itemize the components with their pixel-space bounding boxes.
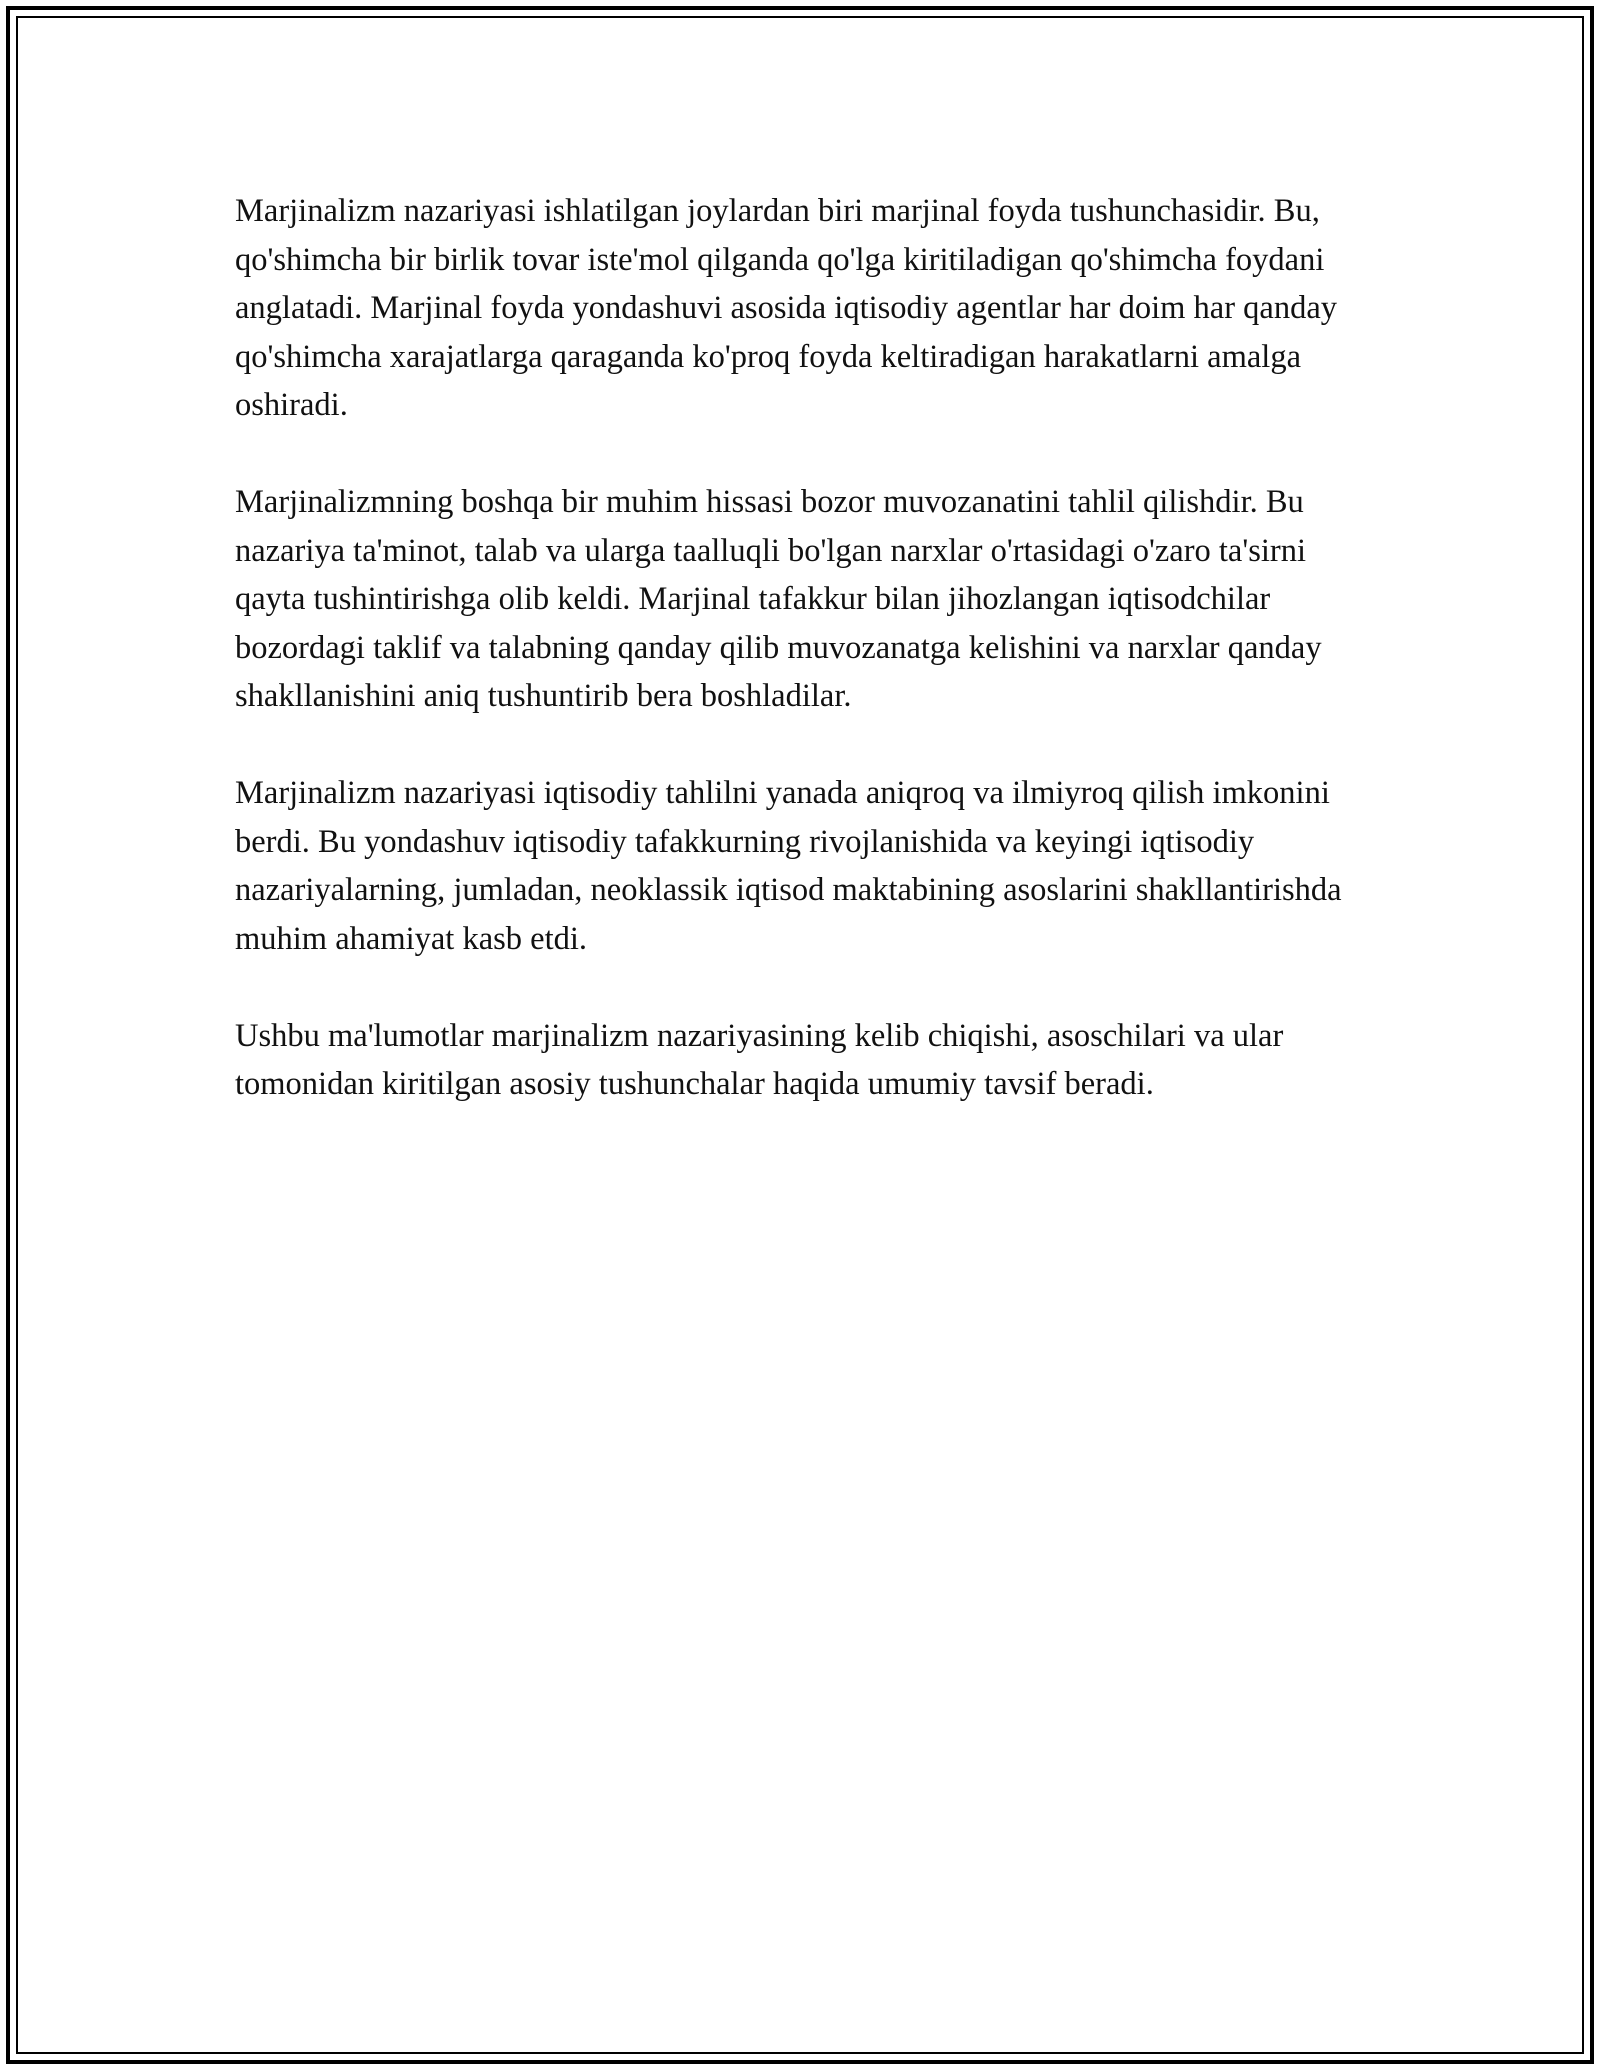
document-body xyxy=(235,187,1380,1109)
paragraph-4: Ushbu ma'lumotlar marjinalizm nazariyasining kelib chiqishi, asoschilari va ular tomonidan kiritilgan asosiy tushunchalar haqida umumiy tavsif beradi. xyxy=(235,1017,1284,1102)
paragraph-2: Marjinalizmning boshqa bir muhim hissasi bozor muvozanatini tahlil qilishdir. Bu nazariya ta'minot, talab va ularga taalluqli bo'lgan narxlar o'rtasidagi o'zaro ta'sirni qayta tushintirishga olib keldi. Marjinal tafakkur bilan jihozlangan iqtisodchilar bozordagi taklif va talabning qanday qilib muvozanatga kelishini va narxlar qanday shakllanishini aniq tushuntirib bera boshladilar. xyxy=(235,484,1322,714)
paragraph-3: Marjinalizm nazariyasi iqtisodiy tahlilni yanada aniqroq va ilmiyroq qilish imkonini berdi. Bu yondashuv iqtisodiy tafakkurning rivojlanishida va keyingi iqtisodiy nazariyalarning, jumladan, neoklassik iqtisod maktabining asoslarini shakllantirishda muhim ahamiyat kasb etdi. xyxy=(235,775,1342,957)
paragraph-1: Marjinalizm nazariyasi ishlatilgan joylardan biri marjinal foyda tushunchasidir. Bu, qo'shimcha bir birlik tovar iste'mol qilganda qo'lga kiritiladigan qo'shimcha foydani anglatadi. Marjinal foyda yondashuvi asosida iqtisodiy agentlar har doim har qanday qo'shimcha xarajatlarga qaraganda ko'proq foyda keltiradigan harakatlarni amalga oshiradi. xyxy=(235,193,1338,423)
